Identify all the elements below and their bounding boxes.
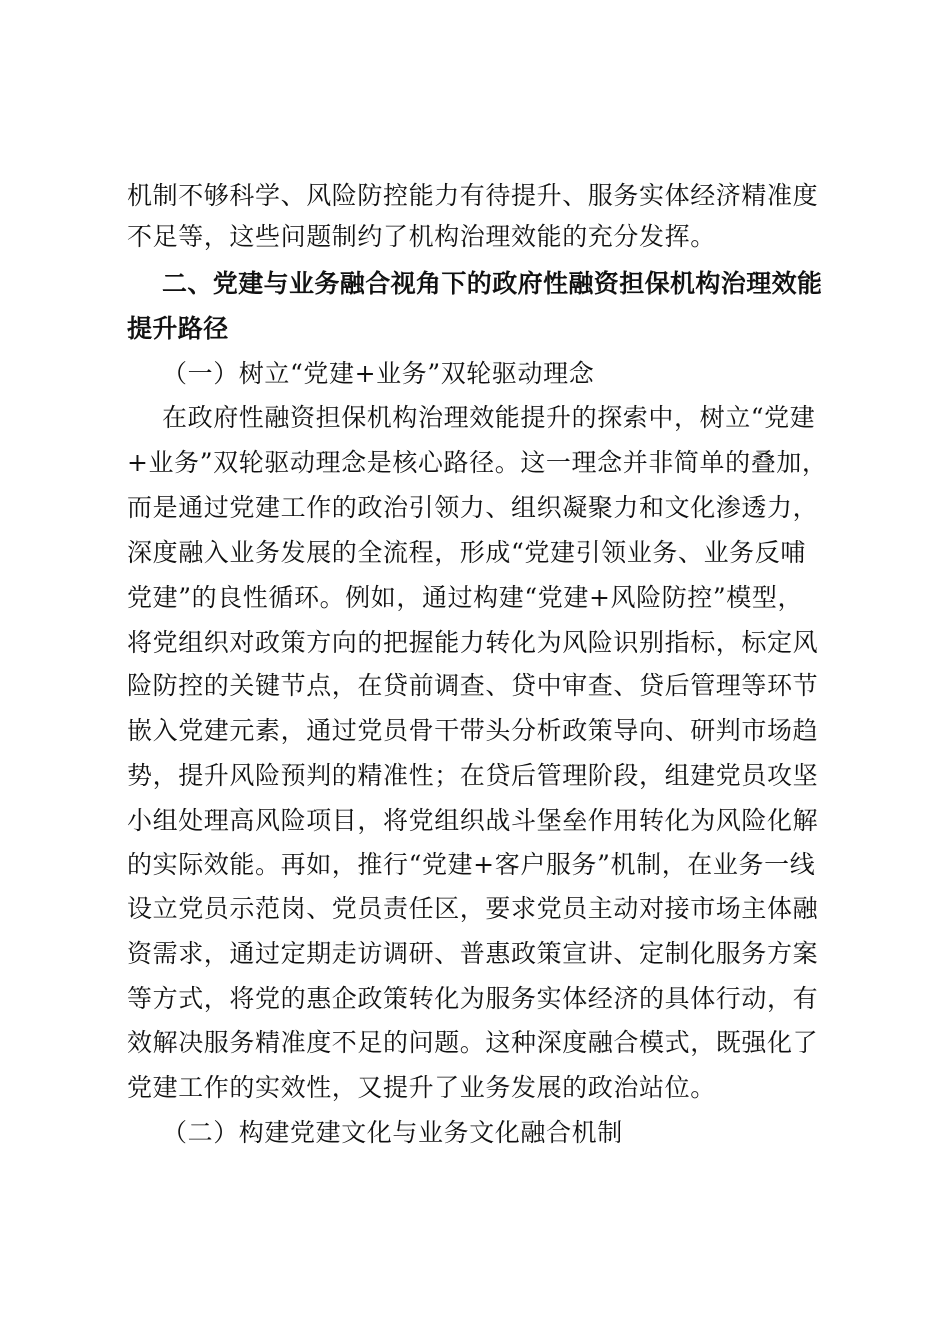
paragraph-1-line-11: 的实际效能。再如，推行“党建+客户服务”机制，在业务一线 [127, 850, 816, 879]
paragraph-1-line-16: 党建工作的实效性，又提升了业务发展的政治站位。 [127, 1073, 716, 1102]
paragraph-1-line-6: 将党组织对政策方向的把握能力转化为风险识别指标，标定风 [127, 628, 819, 657]
paragraph-1-line-15: 效解决服务精准度不足的问题。这种深度融合模式，既强化了 [127, 1028, 819, 1057]
paragraph-1-line-8: 嵌入党建元素，通过党员骨干带头分析政策导向、研判市场趋 [127, 716, 819, 745]
continuation-line-2: 不足等，这些问题制约了机构治理效能的充分发挥。 [127, 222, 716, 251]
paragraph-1-line-3: 而是通过党建工作的政治引领力、组织凝聚力和文化渗透力， [127, 493, 819, 522]
paragraph-1-line-4: 深度融入业务发展的全流程，形成“党建引领业务、业务反哺 [127, 538, 806, 567]
section-heading-line-2: 提升路径 [127, 314, 229, 343]
paragraph-1-line-5: 党建”的良性循环。例如，通过构建“党建+风险防控”模型， [127, 583, 804, 612]
section-heading-line-1: 二、党建与业务融合视角下的政府性融资担保机构治理效能 [162, 269, 823, 298]
paragraph-1-line-12: 设立党员示范岗、党员责任区，要求党员主动对接市场主体融 [127, 894, 819, 923]
paragraph-1-line-2: +业务”双轮驱动理念是核心路径。这一理念并非简单的叠加， [127, 448, 828, 477]
paragraph-1-line-13: 资需求，通过定期走访调研、普惠政策宣讲、定制化服务方案 [127, 939, 819, 968]
continuation-line-1: 机制不够科学、风险防控能力有待提升、服务实体经济精准度 [127, 181, 819, 210]
paragraph-1-line-7: 险防控的关键节点，在贷前调查、贷中审查、贷后管理等环节 [127, 671, 819, 700]
subsection-1-title: （一）树立“党建+业务”双轮驱动理念 [162, 359, 595, 388]
paragraph-1-line-9: 势，提升风险预判的精准性；在贷后管理阶段，组建党员攻坚 [127, 761, 819, 790]
paragraph-1-line-14: 等方式，将党的惠企政策转化为服务实体经济的具体行动，有 [127, 984, 819, 1013]
subsection-2-title: （二）构建党建文化与业务文化融合机制 [162, 1118, 623, 1147]
paragraph-1-line-10: 小组处理高风险项目，将党组织战斗堡垒作用转化为风险化解 [127, 806, 819, 835]
paragraph-1-line-1: 在政府性融资担保机构治理效能提升的探索中，树立“党建 [162, 403, 816, 432]
